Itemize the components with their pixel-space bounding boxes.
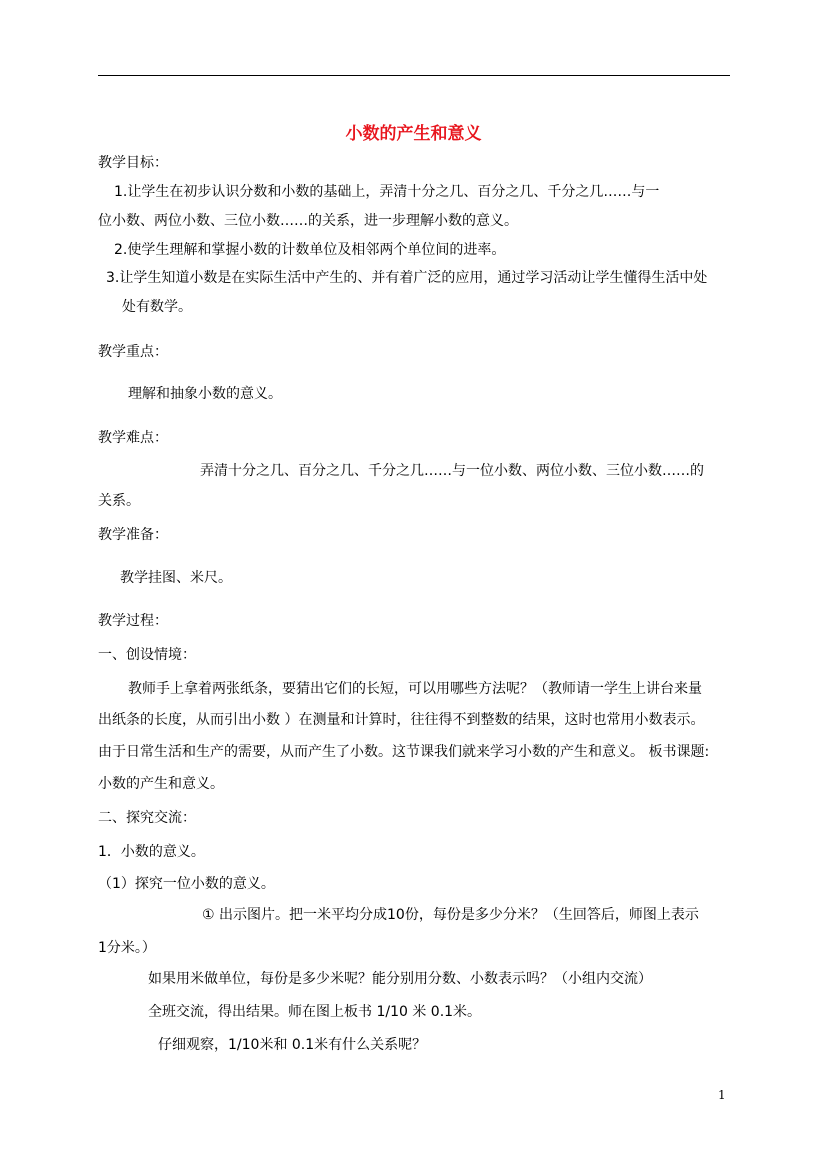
objective-1-line-2: 位小数、两位小数、三位小数……的关系，进一步理解小数的意义。 — [98, 213, 518, 229]
step-1-line-1: ① 出示图片。把一米平均分成10份，每份是多少分米？（生回答后，师图上表示 — [202, 907, 699, 923]
section-1-line-3: 由于日常生活和生产的需要，从而产生了小数。这节课我们就来学习小数的产生和意义。 板书课题: — [98, 744, 710, 760]
question-3: 全班交流，得出结果。师在图上板书 1/10 米 0.1米。 — [148, 1004, 482, 1020]
key-points-heading: 教学重点： — [98, 344, 168, 360]
sub-1: （1）探究一位小数的意义。 — [98, 876, 275, 892]
objective-2: 2.使学生理解和掌握小数的计数单位及相邻两个单位间的进率。 — [114, 242, 506, 258]
section-1-line-1: 教师手上拿着两张纸条，要猜出它们的长短，可以用哪些方法呢？（教师请一学生上讲台来量 — [128, 681, 702, 697]
section-1-line-4: 小数的产生和意义。 — [98, 776, 224, 792]
section-1-line-2: 出纸条的长度，从而引出小数 ）在测量和计算时，往往得不到整数的结果，这时也常用小数表示。 — [98, 712, 705, 728]
section-1-heading: 一、创设情境： — [98, 647, 196, 663]
objective-3-line-1: 3.让学生知道小数是在实际生活中产生的、并有着广泛的应用，通过学习活动让学生懂得生活中处 — [106, 270, 708, 286]
objectives-heading: 教学目标： — [98, 155, 168, 171]
step-1-line-2: 1分米。） — [98, 940, 156, 956]
point-1: 1．小数的意义。 — [98, 844, 205, 860]
difficulties-line-2: 关系。 — [98, 493, 140, 509]
question-2: 如果用米做单位，每份是多少米呢？能分别用分数、小数表示吗？（小组内交流） — [148, 971, 652, 987]
question-4: 仔细观察，1/10米和 0.1米有什么关系呢？ — [158, 1037, 427, 1053]
page-number: 1 — [718, 1088, 726, 1102]
process-heading: 教学过程： — [98, 613, 168, 629]
objective-1-line-1: 1.让学生在初步认识分数和小数的基础上，弄清十分之几、百分之几、千分之几……与一 — [114, 184, 660, 200]
difficulties-line-1: 弄清十分之几、百分之几、千分之几……与一位小数、两位小数、三位小数……的 — [200, 463, 704, 479]
difficulties-heading: 教学难点： — [98, 430, 168, 446]
preparation-text: 教学挂图、米尺。 — [120, 570, 232, 586]
header-rule — [98, 75, 730, 76]
preparation-heading: 教学准备： — [98, 527, 168, 543]
key-points-text: 理解和抽象小数的意义。 — [128, 386, 282, 402]
page-title: 小数的产生和意义 — [345, 124, 482, 144]
section-2-heading: 二、探究交流： — [98, 810, 196, 826]
objective-3-line-2: 处有数学。 — [122, 299, 192, 315]
